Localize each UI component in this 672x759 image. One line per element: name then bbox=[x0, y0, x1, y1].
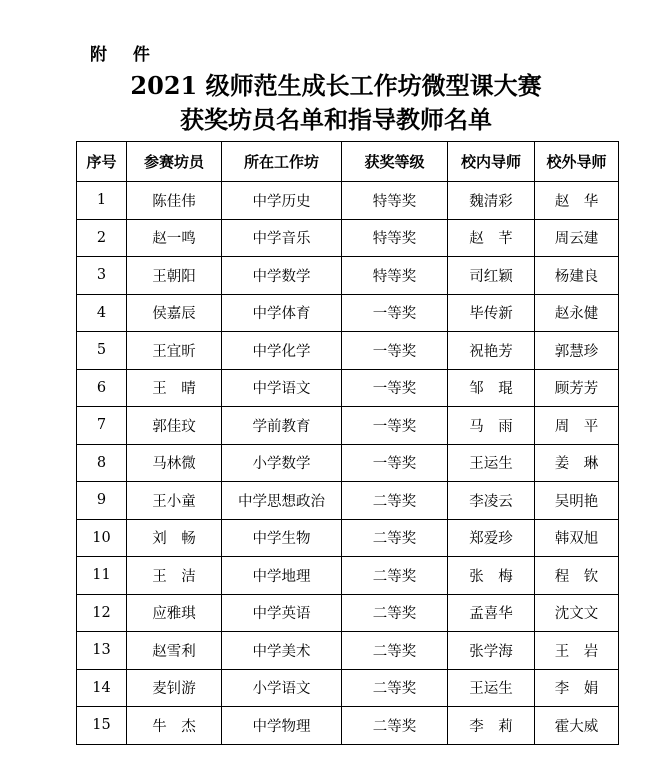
participant-cell: 马林微 bbox=[127, 444, 222, 482]
header-workshop: 所在工作坊 bbox=[222, 142, 342, 182]
table-row bbox=[77, 707, 619, 745]
workshop-cell: 中学地理 bbox=[222, 557, 342, 595]
participant-cell: 侯嘉辰 bbox=[127, 294, 222, 332]
serial-number-cell: 11 bbox=[77, 557, 127, 595]
external-mentor-cell: 顾芳芳 bbox=[535, 369, 619, 407]
internal-mentor-cell: 司红颖 bbox=[448, 257, 535, 295]
external-mentor-cell: 沈文文 bbox=[535, 594, 619, 632]
header-participant: 参赛坊员 bbox=[127, 142, 222, 182]
workshop-cell: 中学生物 bbox=[222, 519, 342, 557]
table-body bbox=[77, 182, 619, 745]
header-serial-number: 序号 bbox=[77, 142, 127, 182]
participant-cell: 王 洁 bbox=[127, 557, 222, 595]
awards-table bbox=[76, 141, 619, 745]
table-row bbox=[77, 294, 619, 332]
award-level-cell: 二等奖 bbox=[342, 557, 448, 595]
internal-mentor-cell: 王运生 bbox=[448, 444, 535, 482]
workshop-cell: 小学数学 bbox=[222, 444, 342, 482]
workshop-cell: 中学语文 bbox=[222, 369, 342, 407]
award-level-cell: 二等奖 bbox=[342, 669, 448, 707]
participant-cell: 赵一鸣 bbox=[127, 219, 222, 257]
table-row bbox=[77, 219, 619, 257]
header-award-level: 获奖等级 bbox=[342, 142, 448, 182]
award-level-cell: 一等奖 bbox=[342, 369, 448, 407]
table-row bbox=[77, 557, 619, 595]
workshop-cell: 中学化学 bbox=[222, 332, 342, 370]
attachment-label: 附 件 bbox=[90, 45, 160, 65]
award-level-cell: 特等奖 bbox=[342, 257, 448, 295]
internal-mentor-cell: 李凌云 bbox=[448, 482, 535, 520]
award-level-cell: 二等奖 bbox=[342, 632, 448, 670]
external-mentor-cell: 姜 琳 bbox=[535, 444, 619, 482]
internal-mentor-cell: 邹 琨 bbox=[448, 369, 535, 407]
table-header bbox=[77, 142, 619, 182]
award-level-cell: 二等奖 bbox=[342, 707, 448, 745]
table-row bbox=[77, 482, 619, 520]
serial-number-cell: 1 bbox=[77, 182, 127, 220]
internal-mentor-cell: 王运生 bbox=[448, 669, 535, 707]
participant-cell: 麦钊游 bbox=[127, 669, 222, 707]
participant-cell: 王 晴 bbox=[127, 369, 222, 407]
external-mentor-cell: 郭慧珍 bbox=[535, 332, 619, 370]
document-title-line2: 获奖坊员名单和指导教师名单 bbox=[180, 105, 492, 134]
award-level-cell: 一等奖 bbox=[342, 407, 448, 445]
table-row bbox=[77, 369, 619, 407]
serial-number-cell: 6 bbox=[77, 369, 127, 407]
serial-number-cell: 12 bbox=[77, 594, 127, 632]
internal-mentor-cell: 祝艳芳 bbox=[448, 332, 535, 370]
award-level-cell: 二等奖 bbox=[342, 482, 448, 520]
participant-cell: 牛 杰 bbox=[127, 707, 222, 745]
workshop-cell: 学前教育 bbox=[222, 407, 342, 445]
external-mentor-cell: 李 娟 bbox=[535, 669, 619, 707]
participant-cell: 应雅琪 bbox=[127, 594, 222, 632]
external-mentor-cell: 吴明艳 bbox=[535, 482, 619, 520]
award-level-cell: 一等奖 bbox=[342, 332, 448, 370]
serial-number-cell: 5 bbox=[77, 332, 127, 370]
award-level-cell: 二等奖 bbox=[342, 519, 448, 557]
workshop-cell: 中学物理 bbox=[222, 707, 342, 745]
external-mentor-cell: 王 岩 bbox=[535, 632, 619, 670]
serial-number-cell: 15 bbox=[77, 707, 127, 745]
award-level-cell: 特等奖 bbox=[342, 182, 448, 220]
external-mentor-cell: 杨建良 bbox=[535, 257, 619, 295]
table-row bbox=[77, 632, 619, 670]
header-row bbox=[77, 142, 619, 182]
internal-mentor-cell: 郑爱珍 bbox=[448, 519, 535, 557]
table-row bbox=[77, 407, 619, 445]
award-level-cell: 特等奖 bbox=[342, 219, 448, 257]
table-row bbox=[77, 444, 619, 482]
external-mentor-cell: 霍大威 bbox=[535, 707, 619, 745]
award-level-cell: 一等奖 bbox=[342, 294, 448, 332]
workshop-cell: 中学历史 bbox=[222, 182, 342, 220]
internal-mentor-cell: 赵 芊 bbox=[448, 219, 535, 257]
external-mentor-cell: 赵永健 bbox=[535, 294, 619, 332]
serial-number-cell: 3 bbox=[77, 257, 127, 295]
external-mentor-cell: 赵 华 bbox=[535, 182, 619, 220]
table-row bbox=[77, 182, 619, 220]
serial-number-cell: 7 bbox=[77, 407, 127, 445]
external-mentor-cell: 程 钦 bbox=[535, 557, 619, 595]
internal-mentor-cell: 李 莉 bbox=[448, 707, 535, 745]
internal-mentor-cell: 张 梅 bbox=[448, 557, 535, 595]
participant-cell: 赵雪利 bbox=[127, 632, 222, 670]
serial-number-cell: 13 bbox=[77, 632, 127, 670]
participant-cell: 王宜昕 bbox=[127, 332, 222, 370]
external-mentor-cell: 周云建 bbox=[535, 219, 619, 257]
workshop-cell: 小学语文 bbox=[222, 669, 342, 707]
award-level-cell: 二等奖 bbox=[342, 594, 448, 632]
serial-number-cell: 4 bbox=[77, 294, 127, 332]
participant-cell: 王朝阳 bbox=[127, 257, 222, 295]
serial-number-cell: 9 bbox=[77, 482, 127, 520]
workshop-cell: 中学体育 bbox=[222, 294, 342, 332]
internal-mentor-cell: 马 雨 bbox=[448, 407, 535, 445]
table-row bbox=[77, 332, 619, 370]
workshop-cell: 中学美术 bbox=[222, 632, 342, 670]
internal-mentor-cell: 毕传新 bbox=[448, 294, 535, 332]
workshop-cell: 中学英语 bbox=[222, 594, 342, 632]
table-row bbox=[77, 594, 619, 632]
participant-cell: 郭佳玟 bbox=[127, 407, 222, 445]
header-external-mentor: 校外导师 bbox=[535, 142, 619, 182]
table-row bbox=[77, 669, 619, 707]
table-row bbox=[77, 519, 619, 557]
serial-number-cell: 2 bbox=[77, 219, 127, 257]
internal-mentor-cell: 张学海 bbox=[448, 632, 535, 670]
external-mentor-cell: 韩双旭 bbox=[535, 519, 619, 557]
serial-number-cell: 14 bbox=[77, 669, 127, 707]
workshop-cell: 中学思想政治 bbox=[222, 482, 342, 520]
participant-cell: 刘 畅 bbox=[127, 519, 222, 557]
workshop-cell: 中学音乐 bbox=[222, 219, 342, 257]
internal-mentor-cell: 魏清彩 bbox=[448, 182, 535, 220]
workshop-cell: 中学数学 bbox=[222, 257, 342, 295]
serial-number-cell: 10 bbox=[77, 519, 127, 557]
header-internal-mentor: 校内导师 bbox=[448, 142, 535, 182]
serial-number-cell: 8 bbox=[77, 444, 127, 482]
document-title-line1: 2021 级师范生成长工作坊微型课大赛 bbox=[130, 71, 542, 100]
participant-cell: 王小童 bbox=[127, 482, 222, 520]
participant-cell: 陈佳伟 bbox=[127, 182, 222, 220]
award-level-cell: 一等奖 bbox=[342, 444, 448, 482]
external-mentor-cell: 周 平 bbox=[535, 407, 619, 445]
internal-mentor-cell: 孟喜华 bbox=[448, 594, 535, 632]
table-row bbox=[77, 257, 619, 295]
